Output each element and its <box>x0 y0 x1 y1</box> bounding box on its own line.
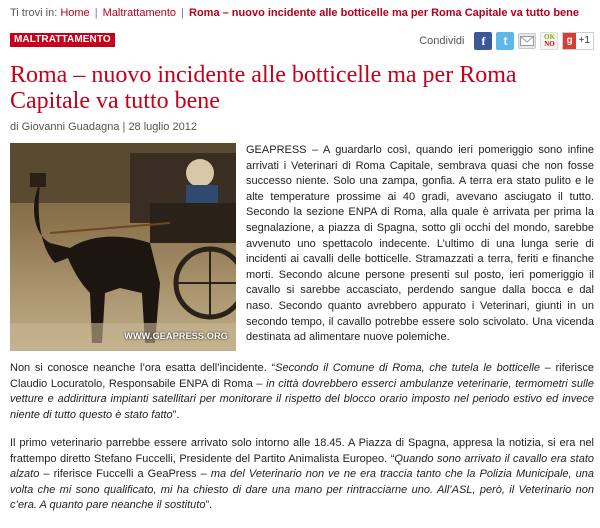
article-photo <box>10 143 236 351</box>
breadcrumb <box>10 6 595 20</box>
category-tag[interactable]: MALTRATTAMENTO <box>10 33 115 47</box>
ok-notizie-icon[interactable] <box>540 32 558 50</box>
article-paragraph-1: GEAPRESS – A guardarlo così, quando ieri pomeriggio sono infine arrivati i Veterinari di Roma Capitale, sembrava quasi che non fosse successo niente. Solo una zampa, gonfia. A terra era stato pulito e le alte temperature prossime ai 40 gradi, avevano asciugato il tutto. Secondo la sezione ENPA di Roma, alla quale è arrivata per prima la segnalazione, a piazza di Spagna, sotto gli occhi del mondo, sarebbe avvenuto uno spettacolo indecente. L’ultimo di una lunga serie di incidenti ai cavalli delle botticelle. Stramazzati a terra, feriti e finanche morti. Secondo alcune persone presenti sul posto, ieri pomeriggio il cavallo si sarebbe accasciato, perdendo sangue dalla bocca e dal naso. Secondo quanto avrebbero appurato i Veterinari, giunti in un secondo tempo, il cavallo potrebbe essere solo scivolato. Una vicenda destinata ad alimentare nuove polemiche. <box>246 144 594 344</box>
breadcrumb-link-home[interactable]: Home <box>60 7 90 19</box>
paragraph-3-quote-b: ma del Veterinario non ve ne era traccia tanto che la Polizia Municipale, una volta che mi sono qualificato, mi ha chiesto di dare una mano per rintracciarne uno. All’ASL, però, il Veterinario non c’era. A quanto pare neanche il sostituto <box>10 468 594 512</box>
article-paragraph-3 <box>10 436 594 514</box>
paragraph-2-text-c: ”. <box>172 408 180 421</box>
paragraph-3-text-b: – riferisce Fuccelli a GeaPress – <box>39 468 211 481</box>
breadcrumb-link-category[interactable]: Maltrattamento <box>102 7 177 19</box>
google-plus-label: +1 <box>576 33 593 49</box>
google-plus-button[interactable] <box>562 32 594 50</box>
photo-watermark: WWW.GEAPRESS.ORG <box>124 331 228 341</box>
paragraph-2-quote-a: Secondo il Comune di Roma, che tutela le botticelle <box>275 362 541 374</box>
paragraph-3-quote-a: Quando sono arrivato il cavallo era stato alzato <box>10 452 594 481</box>
facebook-icon[interactable]: f <box>474 32 492 50</box>
share-label: Condividi <box>419 35 465 47</box>
paragraph-2-quote-b: in città dovrebbero esserci ambulanze veterinarie, termometri sulle vetture e addirittura impianti satellitari per monitorare il rispetto del blocco orario imposto nel periodo estivo ed invece niente di tutto questo è stato fatto <box>10 377 594 421</box>
article-byline: di Giovanni Guadagna | 28 luglio 2012 <box>10 121 197 133</box>
paragraph-3-text-c: ”. <box>205 499 213 512</box>
breadcrumb-separator: | <box>181 7 184 19</box>
no-label: NO <box>544 40 555 48</box>
breadcrumb-separator: | <box>94 7 98 19</box>
twitter-icon[interactable]: t <box>496 32 514 50</box>
horse-carriage-illustration <box>10 143 236 351</box>
paragraph-3-text-a: Il primo veterinario parrebbe essere arrivato solo intorno alle 18.45. A Piazza di Spagna, appresa la notizia, si era nel frattempo diretto Stefano Fuccelli, Presidente del Partito Animalista Europeo. “ <box>10 437 594 465</box>
breadcrumb-prefix: Ti trovi in: <box>10 7 58 19</box>
google-plus-icon: g <box>563 33 575 49</box>
ok-label: OK <box>544 33 555 41</box>
paragraph-2-text-b: – riferisce Claudio Locuratolo, Responsabile ENPA di Roma – <box>10 362 595 390</box>
article-title: Roma – nuovo incidente alle botticelle ma per Roma Capitale va tutto bene <box>10 62 517 114</box>
article-paragraph-2 <box>10 361 594 423</box>
email-icon[interactable] <box>518 33 536 49</box>
share-bar <box>419 30 594 52</box>
paragraph-2-text-a: Non si conosce neanche l’ora esatta dell’incidente. “ <box>10 362 276 374</box>
breadcrumb-current: Roma – nuovo incidente alle botticelle ma per Roma Capitale va tutto bene <box>189 7 579 19</box>
